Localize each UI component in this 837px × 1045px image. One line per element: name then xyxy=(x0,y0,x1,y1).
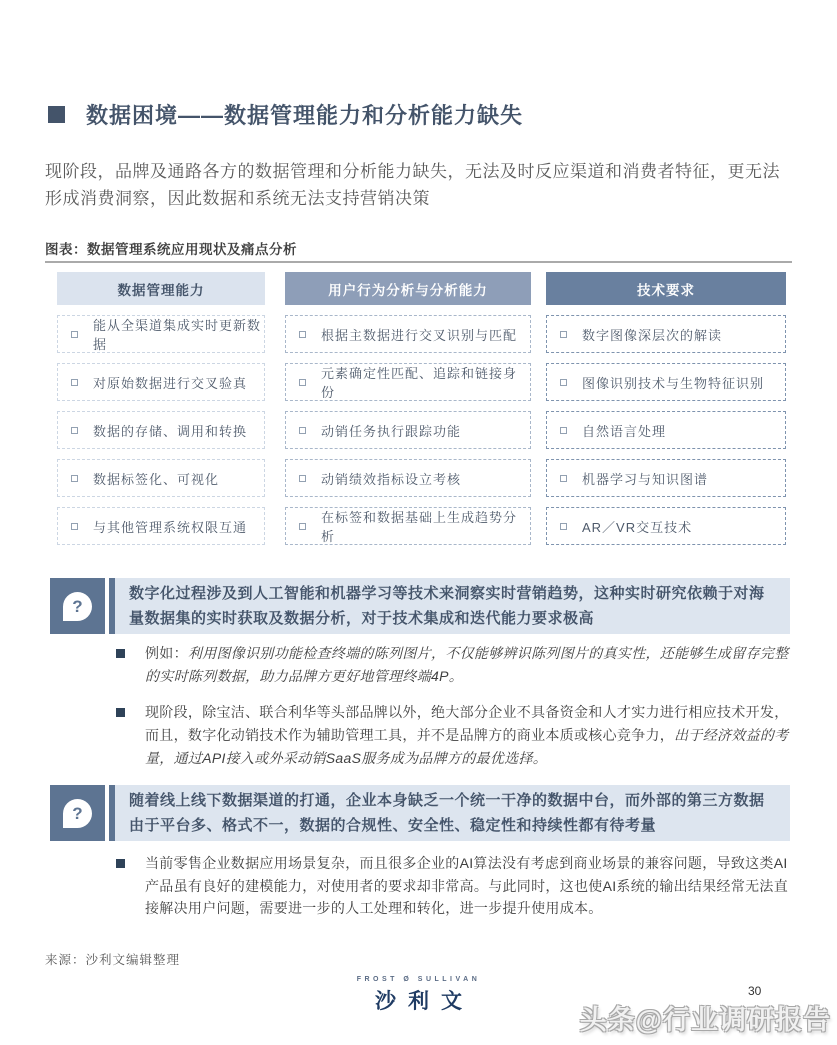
insight-callout-1 xyxy=(50,578,790,634)
capability-item xyxy=(57,363,265,401)
filled-square-icon xyxy=(116,859,125,868)
filled-square-icon xyxy=(116,649,125,658)
bullet-item xyxy=(116,852,792,920)
figure-label: 图表：数据管理系统应用现状及痛点分析 xyxy=(45,242,297,257)
item-label: 自然语言处理 xyxy=(582,423,667,439)
bullet-list-2 xyxy=(116,852,792,934)
column-header-data-management: 数据管理能力 xyxy=(57,272,265,305)
capability-item xyxy=(285,363,531,401)
item-label: AR／VR交互技术 xyxy=(582,519,693,535)
item-label: 动销任务执行跟踪功能 xyxy=(321,423,462,439)
item-label: 元素确定性匹配、追踪和链接身份 xyxy=(321,366,518,400)
capability-item xyxy=(285,459,531,497)
outline-square-icon xyxy=(299,523,306,530)
item-label: 对原始数据进行交叉验真 xyxy=(93,375,248,391)
bullet-item xyxy=(116,701,792,769)
logo-chinese-text: 沙利文 xyxy=(375,990,474,1013)
column-header-user-behavior: 用户行为分析与分析能力 xyxy=(285,272,531,305)
page-title: 数据困境——数据管理能力和分析能力缺失 xyxy=(86,103,524,128)
outline-square-icon xyxy=(560,523,567,530)
capability-item xyxy=(546,411,786,449)
outline-square-icon xyxy=(299,427,306,434)
question-glyph: ? xyxy=(72,596,83,616)
bullet-text: 现阶段，除宝洁、联合利华等头部品牌以外，绝大部分企业不具备资金和人才实力进行相应技术开发，而且，数字化动销技术作为辅助管理工具，并不是品牌方的商业本质或核心竞争力，出于经济效益的考量，通过API接入或外采动销SaaS服务成为品牌方的最优选择。 xyxy=(145,704,789,766)
column-user-behavior xyxy=(285,272,531,545)
divider-rule xyxy=(45,261,792,263)
column-tech-requirements xyxy=(546,272,786,545)
outline-square-icon xyxy=(560,475,567,482)
outline-square-icon xyxy=(71,331,78,338)
title-row xyxy=(48,99,523,130)
outline-square-icon xyxy=(560,331,567,338)
outline-square-icon xyxy=(560,427,567,434)
speech-bubble-shape xyxy=(63,799,92,828)
column-data-management xyxy=(57,272,265,545)
figure-columns xyxy=(57,272,786,545)
capability-item xyxy=(57,459,265,497)
bullet-text: 例如：利用图像识别功能检查终端的陈列图片，不仅能够辨识陈列图片的真实性，还能够生成留存完整的实时陈列数据，助力品牌方更好地管理终端4P。 xyxy=(145,645,789,684)
capability-item xyxy=(546,459,786,497)
capability-item xyxy=(546,507,786,545)
bullet-item xyxy=(116,642,792,687)
outline-square-icon xyxy=(71,523,78,530)
item-label: 与其他管理系统权限互通 xyxy=(93,519,248,535)
item-label: 根据主数据进行交叉识别与匹配 xyxy=(321,327,518,343)
outline-square-icon xyxy=(299,475,306,482)
item-label: 图像识别技术与生物特征识别 xyxy=(582,375,765,391)
filled-square-icon xyxy=(116,708,125,717)
capability-item xyxy=(285,507,531,545)
bullet-list-1 xyxy=(116,642,792,783)
source-note: 来源：沙利文编辑整理 xyxy=(45,953,181,967)
insight-callout-2 xyxy=(50,785,790,841)
capability-item xyxy=(57,315,265,353)
callout-text: 随着线上线下数据渠道的打通，企业本身缺乏一个统一干净的数据中台，而外部的第三方数据由于平台多、格式不一，数据的合规性、安全性、稳定性和持续性都有待考量 xyxy=(115,785,790,841)
question-bubble-icon xyxy=(50,578,105,634)
watermark: 头条@行业调研报告 xyxy=(579,1005,831,1035)
item-label: 数据的存储、调用和转换 xyxy=(93,423,248,439)
question-glyph: ? xyxy=(72,803,83,823)
outline-square-icon xyxy=(299,379,306,386)
outline-square-icon xyxy=(299,331,306,338)
capability-item xyxy=(285,411,531,449)
capability-item xyxy=(57,411,265,449)
column-header-tech-requirements: 技术要求 xyxy=(546,272,786,305)
bullet-text: 当前零售企业数据应用场景复杂，而且很多企业的AI算法没有考虑到商业场景的兼容问题，导致这类AI产品虽有良好的建模能力，对使用者的要求却非常高。与此同时，这也使AI系统的输出结果经常无法直接解决用户问题，需要进一步的人工处理和转化，进一步提升使用成本。 xyxy=(145,855,789,917)
outline-square-icon xyxy=(71,475,78,482)
item-label: 数字图像深层次的解读 xyxy=(582,327,723,343)
item-label: 数据标签化、可视化 xyxy=(93,471,220,487)
page-number: 30 xyxy=(748,984,762,998)
item-label: 能从全渠道集成实时更新数据 xyxy=(93,318,262,352)
intro-paragraph: 现阶段，品牌及通路各方的数据管理和分析能力缺失，无法及时反应渠道和消费者特征，更无法形成消费洞察，因此数据和系统无法支持营销决策 xyxy=(45,162,780,209)
capability-item xyxy=(546,363,786,401)
item-label: 动销绩效指标设立考核 xyxy=(321,471,462,487)
capability-item xyxy=(57,507,265,545)
outline-square-icon xyxy=(560,379,567,386)
capability-item xyxy=(285,315,531,353)
item-label: 在标签和数据基础上生成趋势分析 xyxy=(321,510,518,544)
speech-bubble-shape xyxy=(63,592,92,621)
question-bubble-icon xyxy=(50,785,105,841)
logo-english-text: FROST Ø SULLIVAN xyxy=(356,976,481,983)
callout-text: 数字化过程涉及到人工智能和机器学习等技术来洞察实时营销趋势，这种实时研究依赖于对海量数据集的实时获取及数据分析，对于技术集成和迭代能力要求极高 xyxy=(115,578,790,634)
outline-square-icon xyxy=(71,427,78,434)
title-square-icon xyxy=(48,106,65,123)
item-label: 机器学习与知识图谱 xyxy=(582,471,709,487)
capability-item xyxy=(546,315,786,353)
outline-square-icon xyxy=(71,379,78,386)
